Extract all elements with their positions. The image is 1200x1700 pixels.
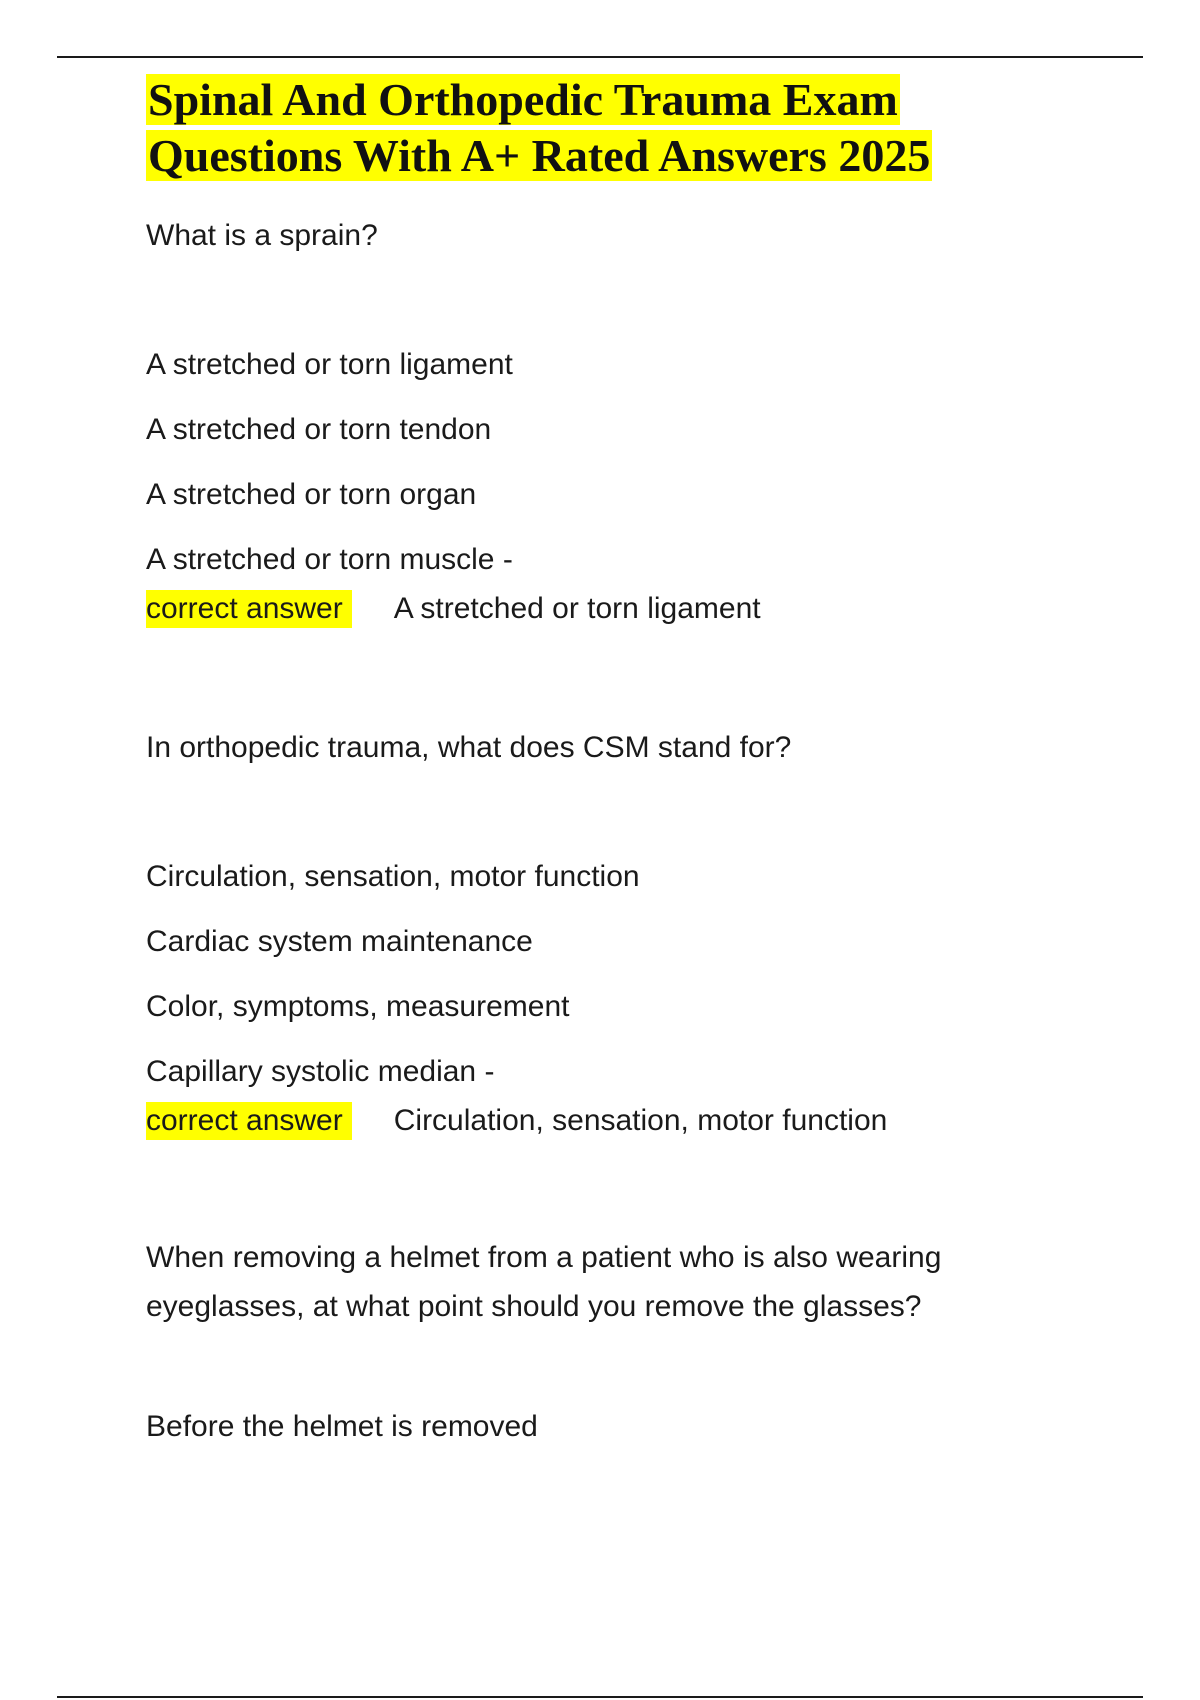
document-page [146, 72, 1046, 1474]
answer-option: A stretched or torn ligament [146, 348, 513, 381]
answer-option: Cardiac system maintenance [146, 925, 533, 958]
correct-answer-label: correct answer [146, 1102, 352, 1140]
question-block-3 [146, 1240, 1046, 1445]
title-line-1: Spinal And Orthopedic Trauma Exam [148, 74, 898, 125]
correct-answer-row [146, 590, 1046, 628]
answer-option: Capillary systolic median - [146, 1055, 495, 1088]
answer-option: Color, symptoms, measurement [146, 990, 570, 1023]
question-text-line-2: eyeglasses, at what point should you remove the glasses? [146, 1290, 922, 1323]
correct-answer-value: Circulation, sensation, motor function [393, 1104, 888, 1137]
question-block-2 [146, 730, 1046, 1140]
bottom-rule [57, 1696, 1143, 1698]
top-rule [57, 56, 1143, 58]
correct-answer-value: A stretched or torn ligament [393, 592, 761, 625]
question-text-line-1: When removing a helmet from a patient who is also wearing [146, 1241, 942, 1274]
title-highlight [146, 74, 932, 181]
title-line-2: Questions With A+ Rated Answers 2025 [148, 130, 931, 181]
question-block-1 [146, 218, 1046, 628]
answer-option: A stretched or torn organ [146, 478, 477, 511]
answer-option: A stretched or torn muscle - [146, 543, 513, 576]
question-text: What is a sprain? [146, 219, 378, 252]
answer-option: Before the helmet is removed [146, 1410, 538, 1443]
document-title [146, 72, 1046, 184]
correct-answer-label: correct answer [146, 590, 352, 628]
answer-option: Circulation, sensation, motor function [146, 860, 640, 893]
answer-option: A stretched or torn tendon [146, 413, 492, 446]
correct-answer-row [146, 1102, 1046, 1140]
question-text: In orthopedic trauma, what does CSM stand for? [146, 731, 792, 764]
